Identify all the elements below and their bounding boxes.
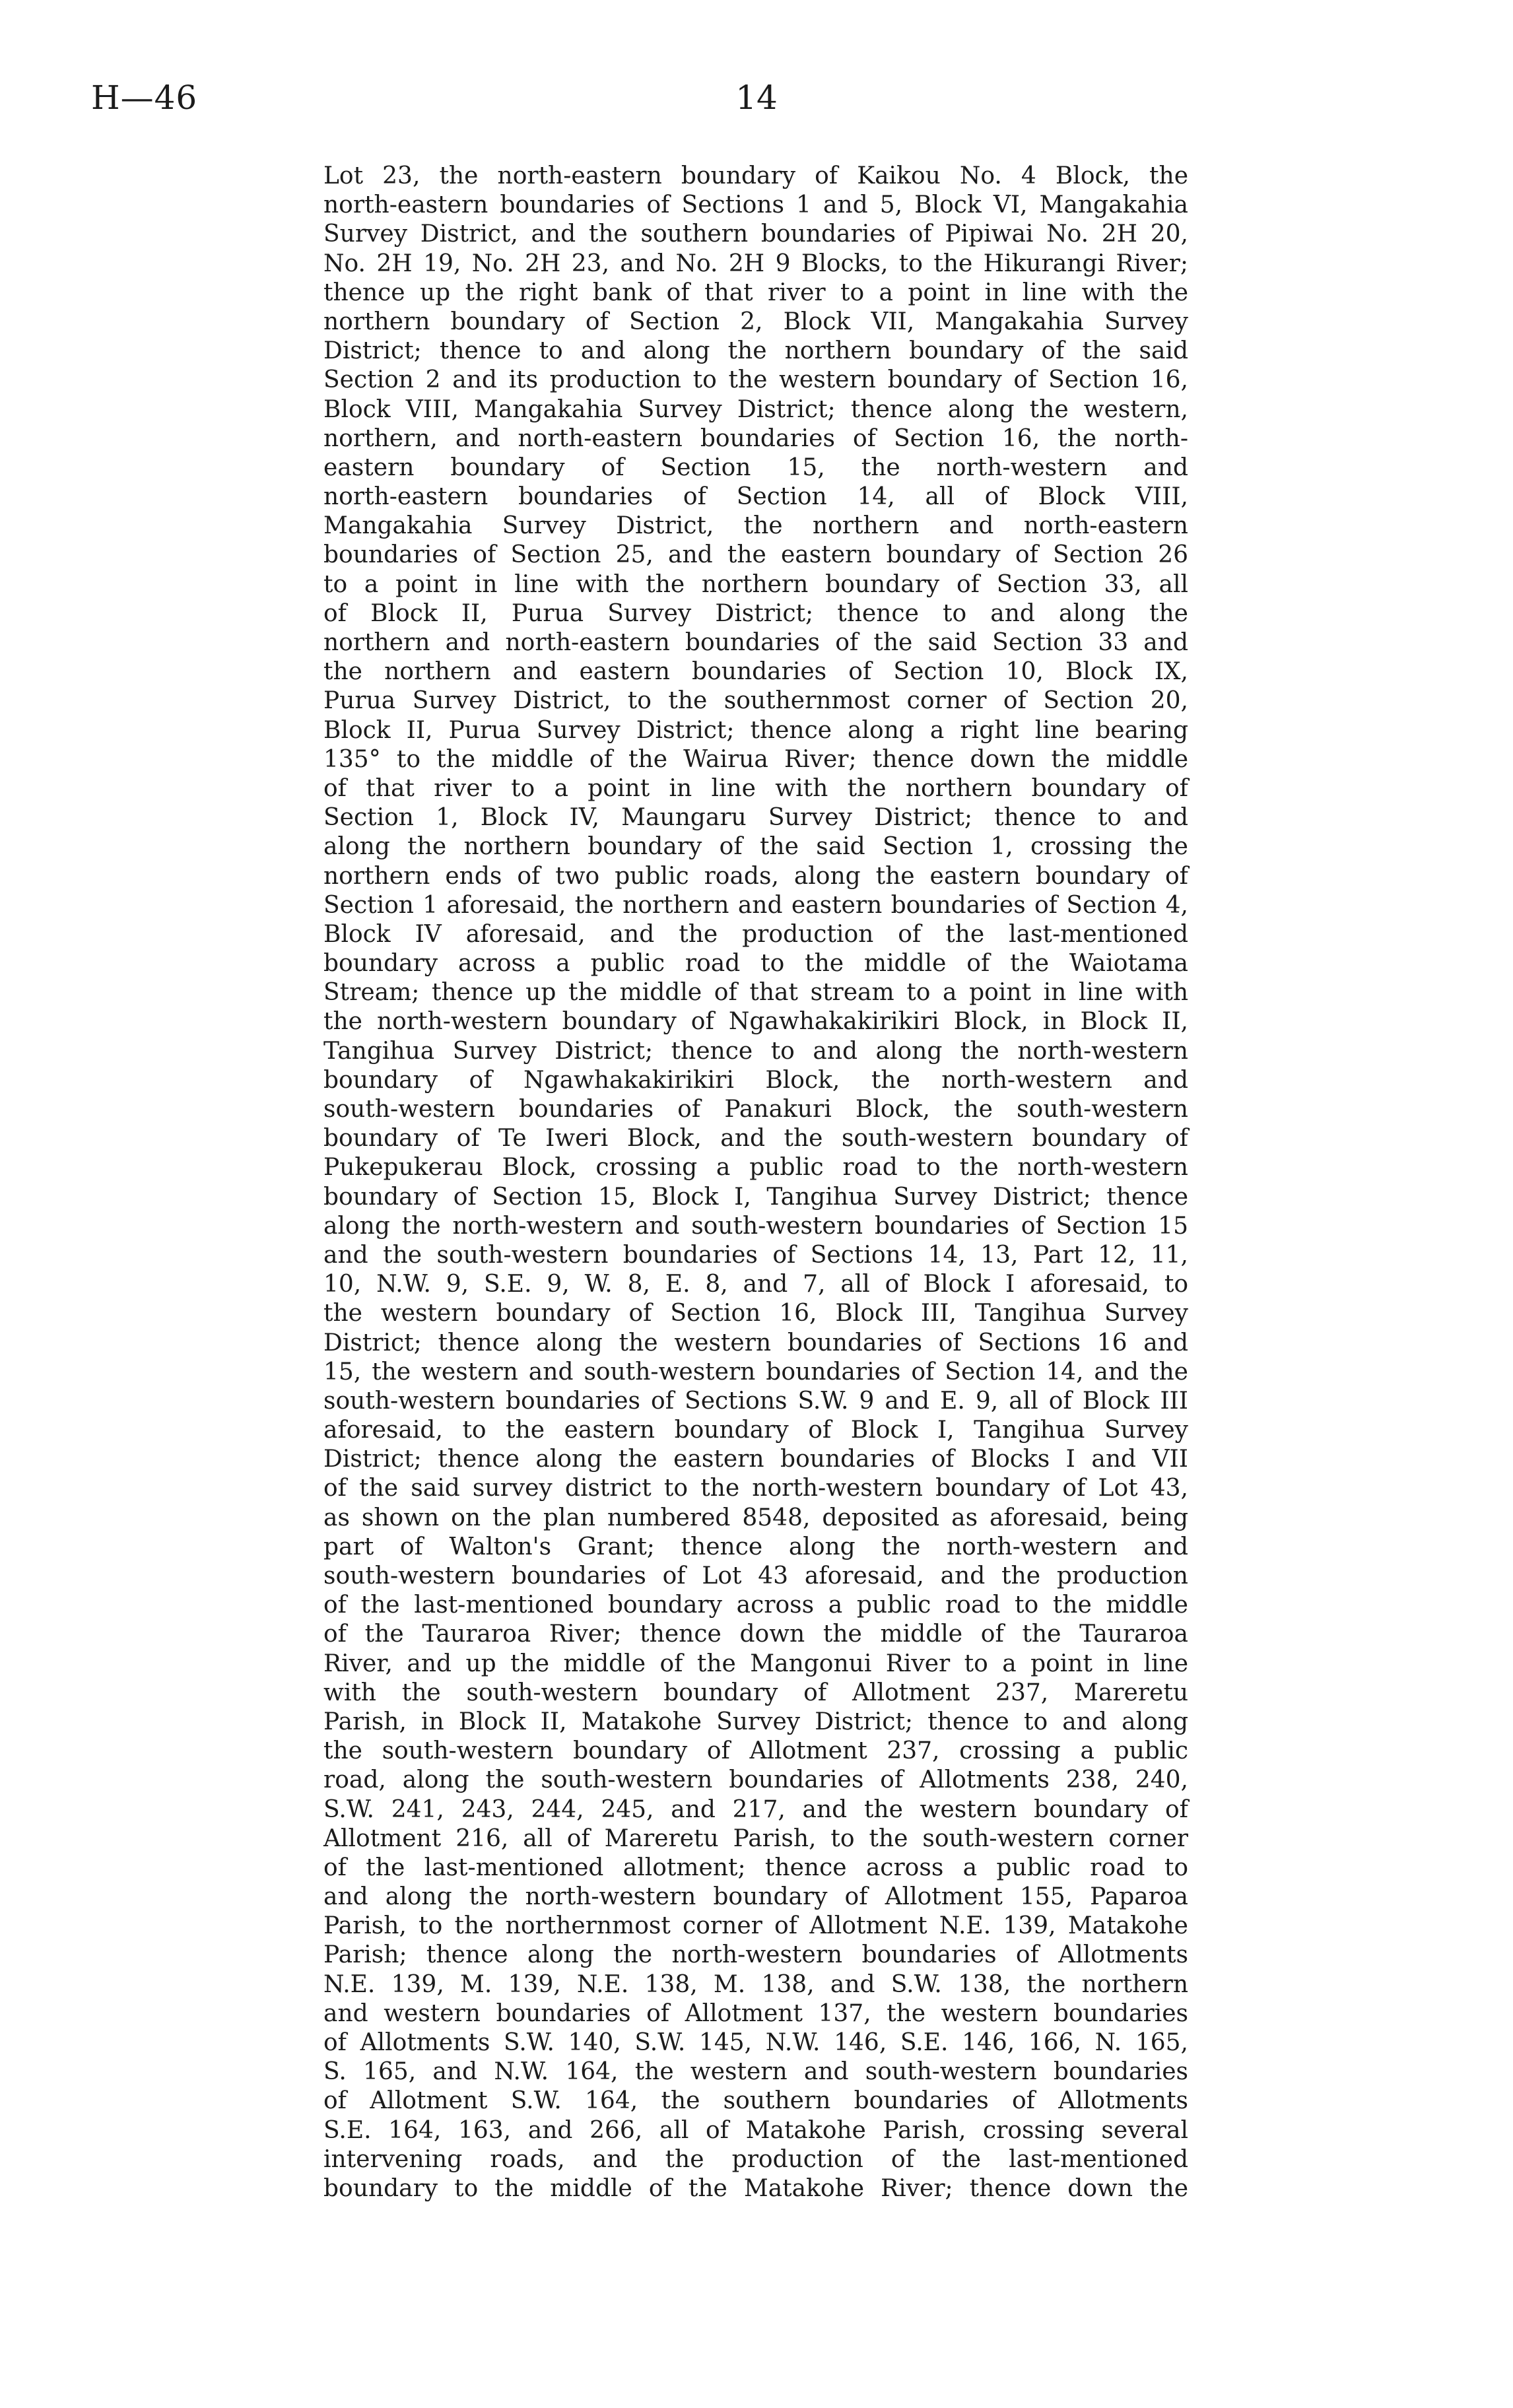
text-line: 15, the western and south-western boundaries of Section 14, and the	[323, 1358, 1188, 1386]
text-line: of Allotments S.W. 140, S.W. 145, N.W. 146, S.E. 146, 166, N. 165,	[323, 2029, 1188, 2056]
text-line: northern ends of two public roads, along the eastern boundary of	[323, 862, 1188, 890]
text-line: northern boundary of Section 2, Block VII, Mangakahia Survey	[323, 308, 1188, 335]
text-line: No. 2H 19, No. 2H 23, and No. 2H 9 Blocks, to the Hikurangi River;	[323, 250, 1188, 277]
text-line: Section 1, Block IV, Maungaru Survey District; thence to and	[323, 804, 1188, 832]
text-line: the north-western boundary of Ngawhakakirikiri Block, in Block II,	[323, 1008, 1188, 1036]
text-line: the western boundary of Section 16, Block III, Tangihua Survey	[323, 1300, 1188, 1327]
text-line: of Allotment S.W. 164, the southern boundaries of Allotments	[323, 2087, 1188, 2115]
text-line: S. 165, and N.W. 164, the western and south-western boundaries	[323, 2058, 1188, 2086]
text-line: to a point in line with the northern boundary of Section 33, all	[323, 570, 1188, 598]
text-line: northern and north-eastern boundaries of the said Section 33 and	[323, 629, 1188, 656]
text-line: of the Tauraroa River; thence down the middle of the Tauraroa	[323, 1621, 1188, 1648]
page-number: 14	[735, 79, 778, 117]
text-line: Mangakahia Survey District, the northern and north-eastern	[323, 512, 1188, 540]
text-line: S.W. 241, 243, 244, 245, and 217, and the western boundary of	[323, 1795, 1188, 1823]
text-line: of that river to a point in line with the northern boundary of	[323, 774, 1188, 802]
text-line: and the south-western boundaries of Sections 14, 13, Part 12, 11,	[323, 1241, 1188, 1269]
text-line: boundary to the middle of the Matakohe River; thence down the	[323, 2174, 1188, 2202]
text-line: Block II, Purua Survey District; thence along a right line bearing	[323, 716, 1188, 744]
text-line: S.E. 164, 163, and 266, all of Matakohe Parish, crossing several	[323, 2116, 1188, 2144]
text-line: Stream; thence up the middle of that stream to a point in line with	[323, 979, 1188, 1007]
text-line: District; thence along the eastern boundaries of Blocks I and VII	[323, 1446, 1188, 1473]
text-line: north-eastern boundaries of Section 14, all of Block VIII,	[323, 483, 1188, 511]
text-line: Section 1 aforesaid, the northern and eastern boundaries of Section 4,	[323, 891, 1188, 919]
text-line: Purua Survey District, to the southernmost corner of Section 20,	[323, 687, 1188, 715]
text-line: boundary of Te Iweri Block, and the south-western boundary of	[323, 1125, 1188, 1153]
text-line: and western boundaries of Allotment 137, the western boundaries	[323, 1999, 1188, 2027]
text-line: District; thence along the western boundaries of Sections 16 and	[323, 1329, 1188, 1356]
text-line: south-western boundaries of Panakuri Block, the south-western	[323, 1096, 1188, 1123]
body-text	[323, 162, 1188, 2203]
text-line: as shown on the plan numbered 8548, deposited as aforesaid, being	[323, 1504, 1188, 1531]
text-line: Pukepukerau Block, crossing a public road to the north-western	[323, 1154, 1188, 1182]
text-line: Allotment 216, all of Mareretu Parish, to the south-western corner	[323, 1824, 1188, 1852]
text-line: south-western boundaries of Sections S.W. 9 and E. 9, all of Block III	[323, 1387, 1188, 1415]
text-line: Section 2 and its production to the western boundary of Section 16,	[323, 366, 1188, 394]
text-line: of Block II, Purua Survey District; thence to and along the	[323, 599, 1188, 627]
text-line: part of Walton's Grant; thence along the north-western and	[323, 1533, 1188, 1560]
text-line: Parish; thence along the north-western boundaries of Allotments	[323, 1941, 1188, 1969]
text-line: road, along the south-western boundaries of Allotments 238, 240,	[323, 1766, 1188, 1794]
text-line: north-eastern boundaries of Sections 1 and 5, Block VI, Mangakahia	[323, 191, 1188, 219]
text-line: 10, N.W. 9, S.E. 9, W. 8, E. 8, and 7, all of Block I aforesaid, to	[323, 1271, 1188, 1298]
text-line: Parish, in Block II, Matakohe Survey District; thence to and along	[323, 1708, 1188, 1735]
text-line: Block IV aforesaid, and the production of the last-mentioned	[323, 920, 1188, 948]
text-line: River, and up the middle of the Mangonui River to a point in line	[323, 1650, 1188, 1677]
text-line: Lot 23, the north-eastern boundary of Kaikou No. 4 Block, the	[323, 162, 1188, 189]
text-line: intervening roads, and the production of the last-mentioned	[323, 2145, 1188, 2173]
text-line: and along the north-western boundary of Allotment 155, Paparoa	[323, 1883, 1188, 1911]
text-line: aforesaid, to the eastern boundary of Block I, Tangihua Survey	[323, 1417, 1188, 1444]
text-line: boundary of Ngawhakakirikiri Block, the north-western and	[323, 1066, 1188, 1094]
text-line: thence up the right bank of that river to a point in line with the	[323, 279, 1188, 306]
text-line: 135° to the middle of the Wairua River; thence down the middle	[323, 745, 1188, 773]
text-line: south-western boundaries of Lot 43 aforesaid, and the production	[323, 1562, 1188, 1589]
text-line: of the last-mentioned allotment; thence across a public road to	[323, 1854, 1188, 1881]
document-reference: H—46	[91, 79, 198, 117]
text-line: N.E. 139, M. 139, N.E. 138, M. 138, and S.W. 138, the northern	[323, 1970, 1188, 1998]
text-line: the northern and eastern boundaries of Section 10, Block IX,	[323, 658, 1188, 686]
text-line: with the south-western boundary of Allotment 237, Mareretu	[323, 1679, 1188, 1706]
text-line: boundary across a public road to the middle of the Waiotama	[323, 950, 1188, 978]
text-line: along the northern boundary of the said Section 1, crossing the	[323, 833, 1188, 861]
text-line: Survey District, and the southern boundaries of Pipiwai No. 2H 20,	[323, 220, 1188, 248]
text-line: of the said survey district to the north-western boundary of Lot 43,	[323, 1475, 1188, 1502]
text-line: eastern boundary of Section 15, the north-western and	[323, 453, 1188, 481]
text-line: boundary of Section 15, Block I, Tangihua Survey District; thence	[323, 1183, 1188, 1211]
text-line: District; thence to and along the northern boundary of the said	[323, 337, 1188, 365]
text-line: Block VIII, Mangakahia Survey District; thence along the western,	[323, 395, 1188, 423]
text-line: Parish, to the northernmost corner of Allotment N.E. 139, Matakohe	[323, 1912, 1188, 1940]
text-line: boundaries of Section 25, and the eastern boundary of Section 26	[323, 541, 1188, 569]
text-line: northern, and north-eastern boundaries of Section 16, the north-	[323, 424, 1188, 452]
text-line: of the last-mentioned boundary across a public road to the middle	[323, 1591, 1188, 1619]
text-line: along the north-western and south-western boundaries of Section 15	[323, 1212, 1188, 1240]
text-line: Tangihua Survey District; thence to and along the north-western	[323, 1037, 1188, 1065]
text-line: the south-western boundary of Allotment 237, crossing a public	[323, 1737, 1188, 1765]
